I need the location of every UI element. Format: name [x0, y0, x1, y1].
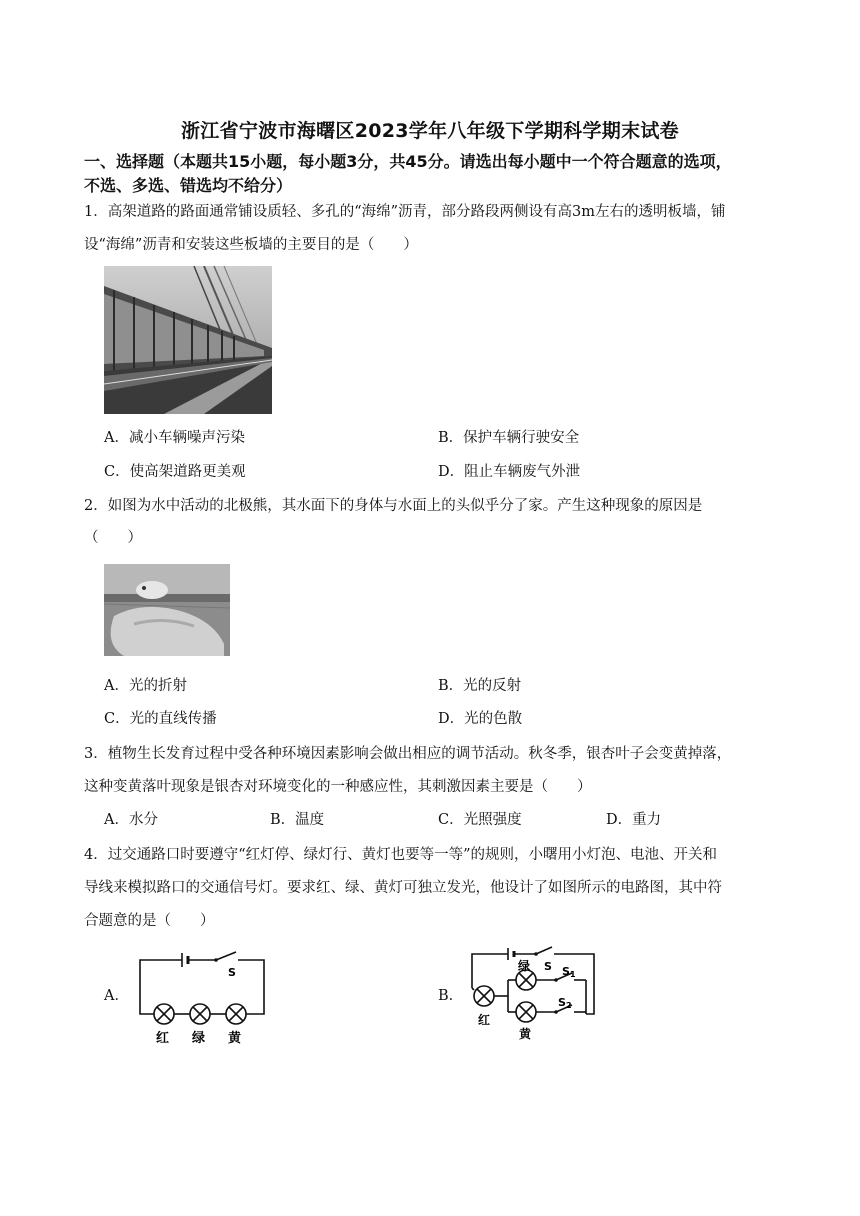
q2-option-b[interactable]: B．光的反射 [438, 678, 522, 694]
q1-option-d[interactable]: D．阻止车辆废气外泄 [438, 464, 581, 480]
polar-bear-photo [104, 564, 230, 656]
page-title: 浙江省宁波市海曙区2023学年八年级下学期科学期末试卷 [181, 120, 679, 142]
q2-option-c[interactable]: C．光的直线传播 [104, 711, 217, 727]
q3-option-c[interactable]: C．光照强度 [438, 812, 522, 828]
q2-option-a[interactable]: A．光的折射 [104, 678, 187, 694]
q2-stem-line-1: 2．如图为水中活动的北极熊，其水面下的身体与水面上的头似乎分了家。产生这种现象的原因是 [84, 498, 703, 514]
circuit-diagram-b [464, 944, 604, 1044]
elevated-road-photo [104, 266, 272, 414]
circuit-a-lamp-red: 红 [156, 1031, 170, 1046]
circuit-b-switch2-label: S2 [558, 996, 572, 1010]
circuit-b-lamp-green: 绿 [518, 959, 531, 973]
q2-stem-line-2: （ ） [84, 530, 142, 546]
q2-option-d[interactable]: D．光的色散 [438, 711, 523, 727]
q1-option-c[interactable]: C．使高架道路更美观 [104, 464, 246, 480]
section-heading [84, 150, 784, 198]
circuit-a-switch-label: S [228, 966, 236, 979]
q1-option-b[interactable]: B．保护车辆行驶安全 [438, 430, 580, 446]
circuit-b-lamp-red: 红 [478, 1013, 491, 1027]
circuit-diagram-a [132, 946, 272, 1046]
q3-option-b[interactable]: B．温度 [270, 812, 325, 828]
circuit-b-switch1-label: S1 [562, 965, 576, 979]
q4-option-b[interactable]: B． [438, 988, 464, 1004]
q4-stem-line-2: 导线来模拟路口的交通信号灯。要求红、绿、黄灯可独立发光，他设计了如图所示的电路图，其中符 [84, 880, 722, 896]
section-heading-line-2: 不选、多选、错选均不给分） [84, 176, 293, 195]
circuit-b-switch-label: S [544, 960, 552, 973]
q4-stem-line-3: 合题意的是（ ） [84, 913, 215, 929]
circuit-b-lamp-yellow: 黄 [519, 1027, 532, 1041]
q1-stem-line-1: 1．高架道路的路面通常铺设质轻、多孔的“海绵”沥青，部分路段两侧设有高3m左右的透明板墙，铺 [84, 204, 726, 220]
circuit-a-lamp-yellow: 黄 [228, 1031, 242, 1046]
q1-option-a[interactable]: A．减小车辆噪声污染 [104, 430, 245, 446]
q1-stem-line-2: 设“海绵”沥青和安装这些板墙的主要目的是（ ） [84, 237, 418, 253]
q3-option-d[interactable]: D．重力 [606, 812, 662, 828]
q4-option-a[interactable]: A． [104, 988, 129, 1004]
section-heading-line-1: 一、选择题（本题共15小题，每小题3分，共45分。请选出每小题中一个符合题意的选项， [84, 152, 732, 171]
q3-option-a[interactable]: A．水分 [104, 812, 158, 828]
q4-stem-line-1: 4．过交通路口时要遵守“红灯停、绿灯行、黄灯也要等一等”的规则，小曙用小灯泡、电池、开关和 [84, 847, 718, 863]
q3-stem-line-1: 3．植物生长发育过程中受各种环境因素影响会做出相应的调节活动。秋冬季，银杏叶子会变黄掉落， [84, 746, 732, 762]
circuit-a-lamp-green: 绿 [192, 1031, 206, 1046]
q3-stem-line-2: 这种变黄落叶现象是银杏对环境变化的一种感应性，其刺激因素主要是（ ） [84, 779, 592, 795]
